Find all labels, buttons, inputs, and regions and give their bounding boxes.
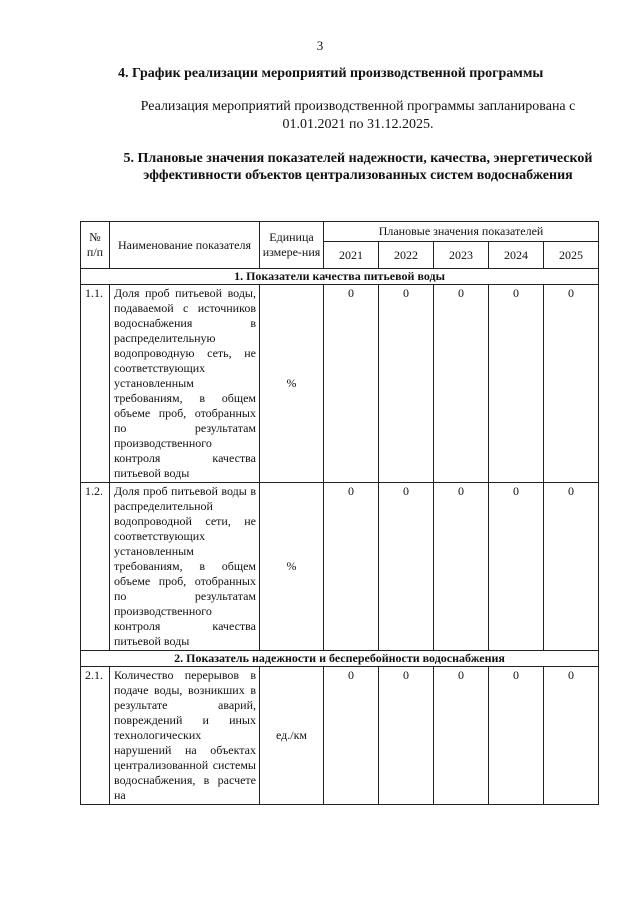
section-4-text: Реализация мероприятий производственной программы запланирована с 01.01.2021 по 31.12.2025.	[140, 99, 576, 132]
row-value: 0	[489, 483, 544, 651]
row-number: 2.1.	[81, 667, 110, 805]
row-value: 0	[434, 667, 489, 805]
header-unit: Единица измере-ния	[260, 222, 324, 269]
row-value: 0	[324, 285, 379, 483]
header-year: 2022	[379, 242, 434, 269]
row-name: Доля проб питьевой воды, подаваемой с источников водоснабжения в распределительную водопроводную сеть, не соответствующих установленным требованиям, в общем объеме проб, отобранных по результатам производственного контроля качества питьевой воды	[110, 285, 260, 483]
header-year: 2025	[544, 242, 599, 269]
section-4-title: 4. График реализации мероприятий производственной программы	[118, 66, 544, 81]
header-year: 2021	[324, 242, 379, 269]
section-5-title: 5. Плановые значения показателей надежности, качества, энергетической эффективности объектов централизованных систем водоснабжения	[123, 151, 593, 183]
row-value: 0	[434, 285, 489, 483]
header-year: 2023	[434, 242, 489, 269]
row-unit: %	[260, 285, 324, 483]
row-value: 0	[324, 667, 379, 805]
row-name: Доля проб питьевой воды в распределительной водопроводной сети, не соответствующих установленным требованиям, в общем объеме проб, отобранных по результатам производственного контроля качества питьевой воды	[110, 483, 260, 651]
header-num: № п/п	[81, 222, 110, 269]
section-row: 1. Показатели качества питьевой воды	[81, 269, 599, 285]
row-value: 0	[379, 285, 434, 483]
table-row	[81, 285, 599, 483]
row-value: 0	[544, 667, 599, 805]
row-name: Количество перерывов в подаче воды, возникших в результате аварий, повреждений и иных технологических нарушений на объектах централизованной системы водоснабжения, в расчете на	[110, 667, 260, 805]
row-value: 0	[544, 285, 599, 483]
row-unit: %	[260, 483, 324, 651]
table-row	[81, 667, 599, 805]
header-planned-values: Плановые значения показателей	[324, 222, 599, 242]
page-number: 3	[316, 38, 324, 53]
row-number: 1.1.	[81, 285, 110, 483]
row-number: 1.2.	[81, 483, 110, 651]
header-name: Наименование показателя	[110, 222, 260, 269]
section-row: 2. Показатель надежности и бесперебойности водоснабжения	[81, 651, 599, 667]
row-unit: ед./км	[260, 667, 324, 805]
row-value: 0	[434, 483, 489, 651]
header-year: 2024	[489, 242, 544, 269]
row-value: 0	[489, 285, 544, 483]
indicators-table	[80, 221, 599, 805]
row-value: 0	[379, 483, 434, 651]
table-row	[81, 483, 599, 651]
row-value: 0	[489, 667, 544, 805]
row-value: 0	[379, 667, 434, 805]
row-value: 0	[544, 483, 599, 651]
row-value: 0	[324, 483, 379, 651]
